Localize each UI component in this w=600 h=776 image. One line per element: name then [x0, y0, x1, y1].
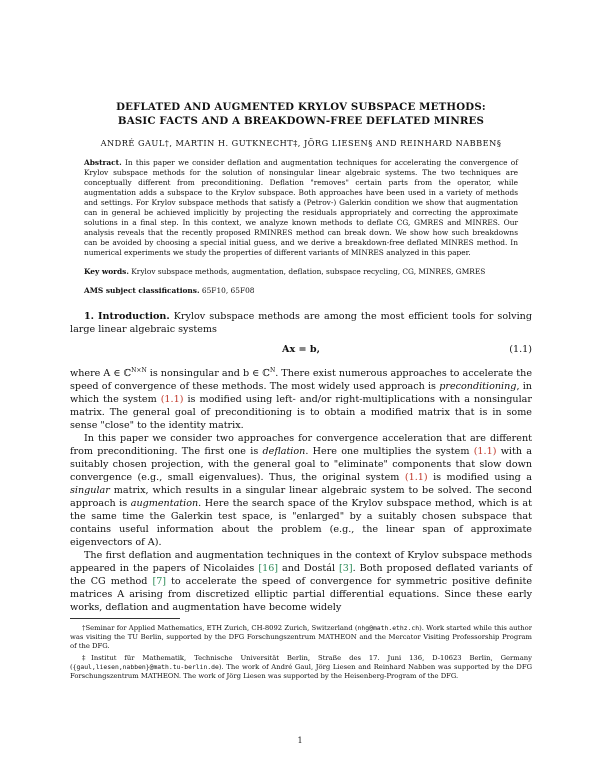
ams-classification	[84, 286, 518, 296]
paper-page	[70, 100, 532, 614]
equation-ref-link[interactable]: (1.1)	[404, 472, 428, 484]
citation-link[interactable]: [16]	[258, 563, 279, 575]
equation-1-1	[70, 340, 532, 360]
title-line-2: BASIC FACTS AND A BREAKDOWN-FREE DEFLATED MINRES	[117, 115, 485, 127]
introduction-section	[70, 310, 532, 614]
intro-paragraph-4: The first deflation and augmentation techniques in the context of Krylov subspace methods appeared in the papers of Nicolaides [16] and Dostál [3]. Both proposed deflated variants of the CG method [7] to accelerate the speed of convergence for symmetric positive definite matrices A arising from discretized elliptic partial differential equations. Since these early works, deflation and augmentation have become widely	[70, 550, 533, 614]
equation-number: (1.1)	[509, 344, 532, 355]
section-heading: Introduction.	[98, 311, 170, 322]
section-number: 1.	[84, 311, 95, 322]
author-list: ANDRÉ GAUL†, MARTIN H. GUTKNECHT‡, JÖRG LIESEN§ AND REINHARD NABBEN§	[100, 138, 502, 148]
footnote-1: †Seminar for Applied Mathematics, ETH Zurich, CH-8092 Zurich, Switzerland (nhg@math.ethz.ch). Work started while this author was visiting the TU Berlin, supported by the DFG Forschungszentrum MATHEON and the Mercator Visiting Professorship Program of the DFG.	[70, 624, 532, 650]
footnote-rule	[70, 618, 180, 619]
footnote-2: ‡Institut für Mathematik, Technische Universität Berlin, Straße des 17. Juni 136, D-10623 Berlin, Germany ({gaul,liesen,nabben}@math.tu-berlin.de). The work of André Gaul, Jörg Liesen and Reinhard Nabben was supported by the DFG Forschungszentrum MATHEON. The work of Jörg Liesen was supported by the Heisenberg-Program of the DFG.	[70, 654, 532, 680]
abstract	[84, 158, 518, 258]
equation-ref-link[interactable]: (1.1)	[160, 394, 184, 406]
paper-title	[70, 100, 532, 128]
title-line-1: DEFLATED AND AUGMENTED KRYLOV SUBSPACE METHODS:	[116, 101, 486, 113]
email-link[interactable]: {gaul,liesen,nabben}@math.tu-berlin.de	[72, 663, 219, 671]
abstract-text: In this paper we consider deflation and augmentation techniques for accelerating the convergence of Krylov subspace methods for the solution of nonsingular linear algebraic systems. The two techniques are conceptually different from preconditioning. Deflation "removes" certain parts from the operator, while augmentation adds a subspace to the Krylov subspace. Both approaches have been used in a variety of methods and settings. For Krylov subspace methods that satisfy a (Petrov-) Galerkin condition we show that augmentation can in general be achieved implicitly by projecting the residuals appropriately and correcting the approximate solutions in a final step. In this context, we analyze known methods to deflate CG, GMRES and MINRES. Our analysis reveals that the recently proposed RMINRES method can break down. We show how such breakdowns can be avoided by choosing a special initial guess, and we derive a breakdown-free deflated MINRES method. In numerical experiments we study the properties of different variants of MINRES analyzed in this paper.	[84, 158, 518, 257]
email-link[interactable]: nhg@math.ethz.ch	[357, 624, 420, 632]
abstract-label: Abstract.	[84, 158, 122, 167]
ams-text: 65F10, 65F08	[201, 286, 255, 295]
keywords	[84, 267, 518, 277]
keywords-text: Krylov subspace methods, augmentation, deflation, subspace recycling, CG, MINRES, GMRES	[131, 267, 486, 276]
intro-paragraph-3: In this paper we consider two approaches for convergence acceleration that are different from preconditioning. The first one is deflation. Here one multiplies the system (1.1) with a suitably chosen projection, with the general goal to "eliminate" components that slow down convergence (e.g., small eigenvalues). Thus, the original system (1.1) is modified using a singular matrix, which results in a singular linear algebraic system to be solved. The second approach is augmentation. Here the search space of the Krylov subspace method, which is at the same time the Galerkin test space, is "enlarged" by a suitably chosen subspace that contains useful information about the problem (e.g., the linear span of approximate eigenvectors of A).	[70, 433, 533, 549]
intro-paragraph-1	[70, 310, 532, 336]
intro-paragraph-2: where A ∈ ℂ$^{N\times N}$ is nonsingular and b ∈ ℂ$^N$. There exist numerous approaches to accelerate the speed of convergence of these methods. The most widely used approach is preconditioning, in which the system (1.1) is modified using left- and/or right-multiplications with a nonsingular matrix. The general goal of preconditioning is to obtain a modified matrix that is in some sense "close" to the identity matrix.	[70, 367, 532, 432]
citation-link[interactable]: [7]	[152, 576, 167, 588]
ams-label: AMS subject classifications.	[84, 286, 200, 295]
page-number: 1	[297, 736, 303, 745]
equation-body: Ax = b,	[282, 344, 320, 355]
intro-text-1: Krylov subspace methods are among the most efficient tools for solving large linear algebraic systems	[70, 311, 532, 335]
equation-ref-link[interactable]: (1.1)	[473, 446, 497, 458]
citation-link[interactable]: [3]	[339, 563, 353, 575]
keywords-label: Key words.	[84, 267, 129, 276]
footnotes	[70, 618, 532, 684]
